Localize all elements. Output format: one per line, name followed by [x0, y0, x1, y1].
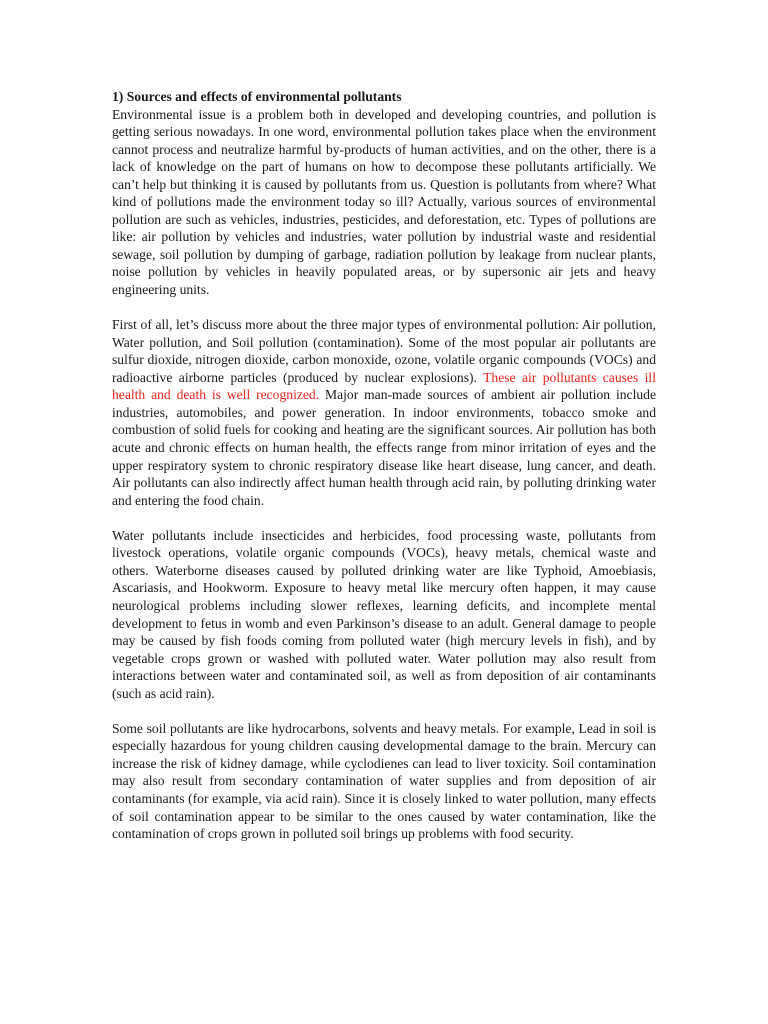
paragraph-air-pollution — [112, 316, 656, 509]
paragraph-intro — [112, 106, 656, 299]
section-heading: 1) Sources and effects of environmental pollutants — [112, 89, 402, 104]
paragraph-text: Some soil pollutants are like hydrocarbons, solvents and heavy metals. For example, Lead in soil is especially hazardous for young children causing developmental damage to the brain. Mercury can increase the risk of kidney damage, while cyclodienes can lead to liver toxicity. Soil contamination may also result from secondary contamination of water supplies and from deposition of air contaminants (for example, via acid rain). Since it is closely linked to water pollution, many effects of soil contamination appear to be similar to the ones caused by water contamination, like the contamination of crops grown in polluted soil brings up problems with food security. — [112, 720, 656, 842]
paragraph-text: Environmental issue is a problem both in developed and developing countries, and pollution is getting serious nowadays. In one word, environmental pollution takes place when the environment cannot process and neutralize harmful by-products of human activities, and on the other, there is a lack of knowledge on the part of humans on how to decompose these pollutants artificially. We can’t help but thinking it is caused by pollutants from us. Question is pollutants from where? What kind of pollutions made the environment today so ill? Actually, various sources of environmental pollution are such as vehicles, industries, pesticides, and deforestation, etc. Types of pollutions are like: air pollution by vehicles and industries, water pollution by industrial waste and residential sewage, soil pollution by dumping of garbage, radiation pollution by leakage from nuclear plants, noise pollution by vehicles in heavily populated areas, or by supersonic air jets and heavy engineering units. — [112, 106, 656, 298]
paragraph-water-pollution — [112, 527, 656, 702]
highlighted-sentence: These air pollutants causes ill health and death is well recognized. — [112, 369, 656, 403]
paragraph-text: Major man-made sources of ambient air pollution include industries, automobiles, and power generation. In indoor environments, tobacco smoke and combustion of solid fuels for cooking and heating are the significant sources. Air pollution has both acute and chronic effects on human health, the effects range from minor irritation of eyes and the upper respiratory system to chronic respiratory disease like heart disease, lung cancer, and death. Air pollutants can also indirectly affect human health through acid rain, by polluting drinking water and entering the food chain. — [112, 387, 656, 508]
paragraph-soil-pollution — [112, 720, 656, 843]
document-page — [112, 88, 656, 860]
paragraph-text: Water pollutants include insecticides and herbicides, food processing waste, pollutants from livestock operations, volatile organic compounds (VOCs), heavy metals, chemical waste and others. Waterborne diseases caused by polluted drinking water are like Typhoid, Amoebiasis, Ascariasis, and Hookworm. Exposure to heavy metal like mercury often happen, it may cause neurological problems including slower reflexes, learning deficits, and incomplete mental development to fetus in womb and even Parkinson’s disease to an adult. General damage to people may be caused by fish foods coming from polluted water (high mercury levels in fish), and by vegetable crops grown or washed with polluted water. Water pollution may also result from interactions between water and contaminated soil, as well as from deposition of air contaminants (such as acid rain). — [112, 527, 656, 701]
paragraph-text: First of all, let’s discuss more about the three major types of environmental pollution: Air pollution, Water pollution, and Soil pollution (contamination). Some of the most popular air pollutants are sulfur dioxide, nitrogen dioxide, carbon monoxide, ozone, volatile organic compounds (VOCs) and radioactive airborne particles (produced by nuclear explosions). — [112, 317, 656, 385]
